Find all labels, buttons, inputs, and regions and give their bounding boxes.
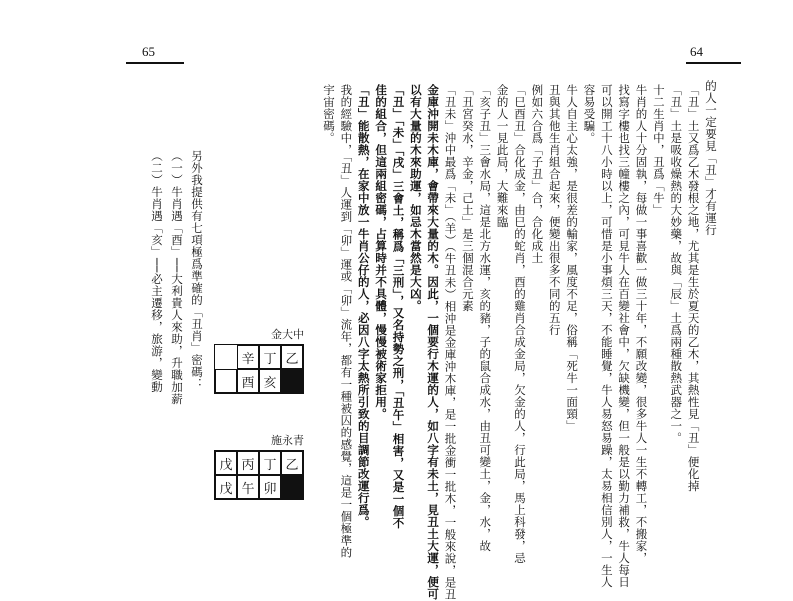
chart-cell	[215, 369, 237, 393]
chart-cell: 午	[237, 475, 259, 499]
right-text-column: 以有大量的木來助運，如忌木當然是大凶。	[408, 84, 423, 312]
left-text-column: （二）牛肖遇「亥」──必主遷移，旅游，變動	[150, 150, 164, 393]
right-text-column: 「丑」土又爲乙木發根之地，尤其是生於夏天的乙木，其熱性見「丑」便化掉	[686, 84, 701, 492]
right-page-number: 64	[690, 44, 703, 59]
chart-cell: 亥	[259, 369, 281, 393]
chart-blacked-cell	[281, 475, 303, 499]
right-text-column: 的人一定要見「丑」才有運行	[704, 80, 718, 236]
chart-cell: 丁	[259, 451, 281, 475]
chart-cell: 戊	[215, 451, 237, 475]
chart-cell: 酉	[237, 369, 259, 393]
chart-2-caption: 施永青	[271, 434, 304, 447]
right-text-column: 佳的組合，但這兩組密碼，占算時并不具體，慢慢被術家拒用。	[374, 84, 389, 420]
right-text-column: 十二生肖中，丑爲「牛」	[651, 84, 666, 216]
chart-cell: 戊	[215, 475, 237, 499]
right-text-column: 可以開工十八小時以上，可惜是小事煩三天，不能睡覺，牛人易怒易躁，太易相信別人，一生人	[599, 84, 614, 588]
left-text-column: （一）牛肖遇「酉」──大利貴人來助，升職加薪	[170, 150, 184, 405]
right-text-column: 「亥子丑」三會水局，這是北方水運，亥的豬，子的鼠合成水，由丑可變土，金，水，故	[478, 84, 493, 552]
right-text-column: 牛肖的人十分固執，每做一事喜歡一做三十年，不願改變，很多牛人一生不轉工，不搬家，	[634, 84, 649, 564]
right-text-column: 丑與其他生肖組合起來，便變出很多不同的五行	[547, 84, 562, 336]
bazi-chart-1	[214, 326, 304, 394]
right-text-column: 例如六合爲「子丑」合，合化成土	[530, 84, 545, 264]
right-text-column: 「丑」能散熱，在家中放一牛肖公仔的人，必因八字太熱所引致的目調節改運行爲。	[356, 84, 371, 528]
chart-cell: 乙	[281, 345, 303, 369]
chart-1-grid	[214, 344, 304, 394]
right-text-column: 「丑未」沖中最爲「未」（羊）（牛丑未）相沖是金庫沖木庫，是一批金衝一批木，一般來說，是丑	[443, 84, 458, 601]
right-text-column: 我的經驗中，「丑」人運到「卯」運或「卯」流年，都有一種被囚的感覺，這是一個極準的	[339, 84, 354, 559]
chart-cell: 辛	[237, 345, 259, 369]
left-text-column: 另外我提供有七項極爲準確的「丑肖」密碼：	[190, 150, 204, 390]
right-text-column: 「丑宮癸水，辛金，己土」是三個混合元素	[460, 84, 475, 312]
right-text-column: 宇宙密碼。	[322, 84, 336, 144]
right-text-column: 金的人一見此局，大難來臨	[495, 84, 510, 228]
right-text-column: 容易受騙。	[582, 84, 597, 144]
bazi-chart-2	[214, 432, 304, 500]
right-header-rule	[686, 62, 741, 64]
chart-cell: 卯	[259, 475, 281, 499]
right-text-column: 「丑」「未」「戌」三會土，稱爲「三刑」，又名持勢之刑，「丑午」相害，又是一個不	[391, 84, 406, 529]
chart-1-caption: 金大中	[271, 328, 304, 341]
chart-cell: 丙	[237, 451, 259, 475]
right-text-column: 牛人自主心太強，是很差的輸家，風度不足，俗稱「死牛一面頸」	[565, 84, 580, 432]
right-text-column: 「丑」土是吸收燥熱的大妙藥，故與「辰」土爲兩種散熱武器之一。	[669, 84, 684, 444]
chart-cell: 丁	[259, 345, 281, 369]
chart-2-grid	[214, 450, 304, 500]
right-text-column: 找寫字樓也找三幢樓之內，可見牛人在百變社會中，欠缺機變，但一般是以勤力補救，牛人每日	[617, 84, 632, 588]
chart-cell: 乙	[281, 451, 303, 475]
chart-blacked-cell	[281, 369, 303, 393]
left-page-number: 65	[142, 44, 155, 59]
left-header-rule	[126, 62, 184, 64]
right-text-column: 金庫沖開未木庫，會帶來大量的木。因此，一個要行木運的人，如八字有未土，見丑土大運，便可	[426, 84, 441, 600]
right-text-column: 「巳酉丑」合化成金，由巳的蛇肖，酉的雞肖合成金局，欠金的人，行此局，馬上科發，忌	[513, 84, 527, 564]
chart-cell	[215, 345, 237, 367]
